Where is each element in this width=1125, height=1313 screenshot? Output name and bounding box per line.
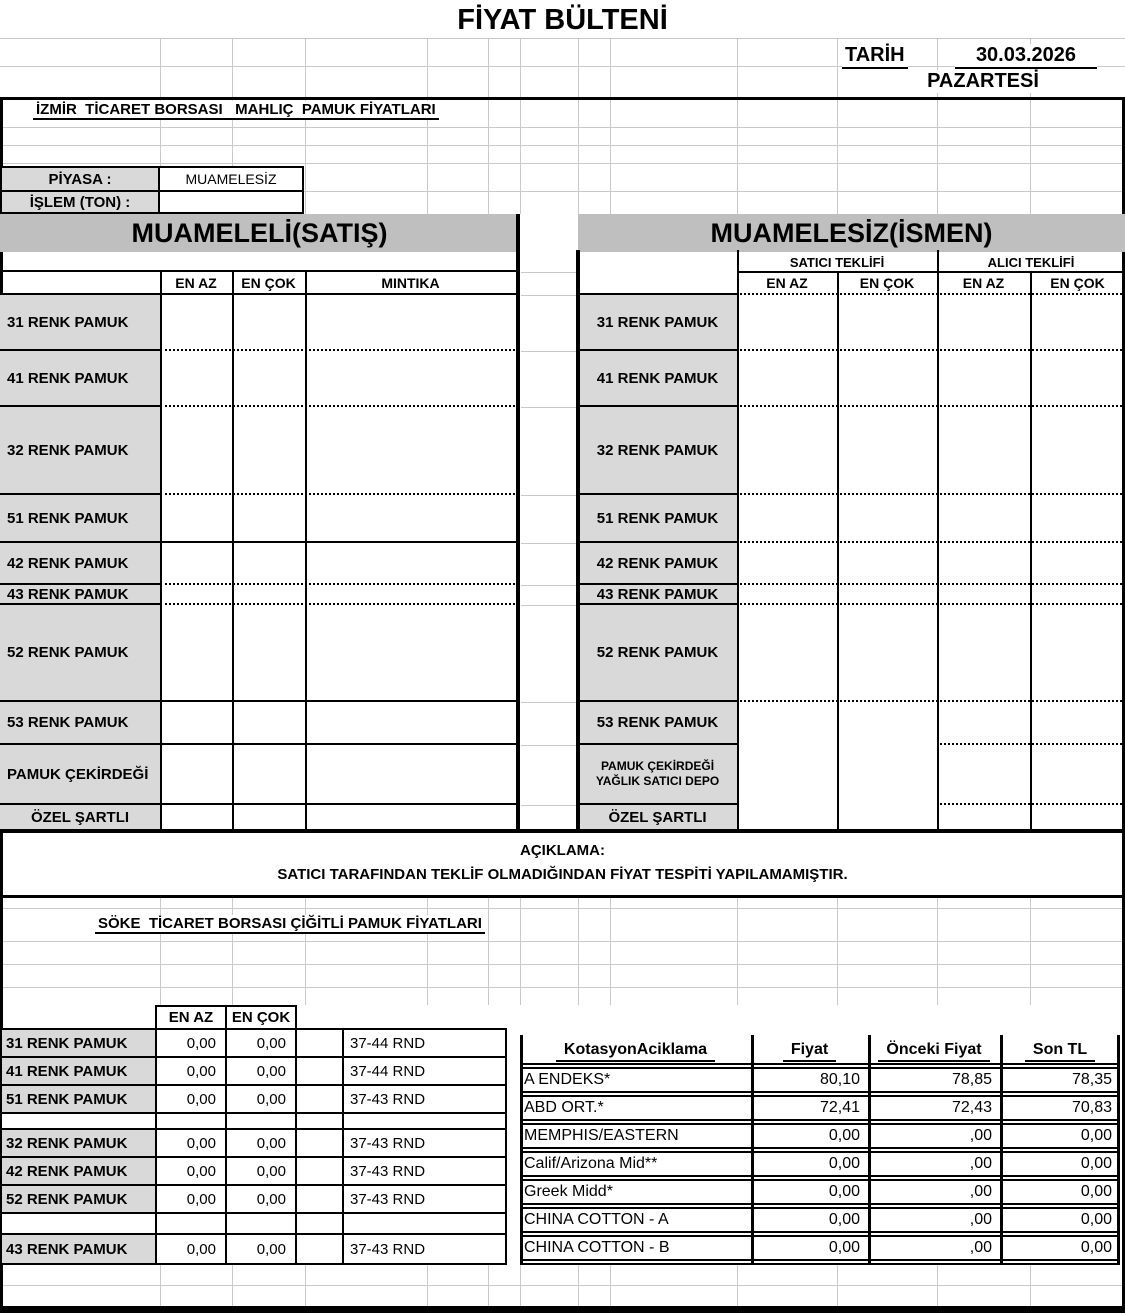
onceki-fiyat-value: ,00 (969, 1239, 992, 1256)
onceki-fiyat-value: ,00 (969, 1211, 992, 1228)
table-border (751, 1035, 754, 1265)
left-col-en-az: EN AZ (175, 274, 217, 291)
row-label: 52 RENK PAMUK (0, 605, 160, 702)
en-az-value: 0,00 (156, 1057, 226, 1085)
table-row (1, 1057, 506, 1085)
en-cok-value (226, 1113, 296, 1129)
row-label (1, 1113, 156, 1129)
row-divider (160, 583, 519, 585)
header-spacer (296, 1006, 343, 1029)
row-divider (737, 603, 1125, 605)
table-border (1030, 271, 1032, 833)
en-az-value (156, 1113, 226, 1129)
right-col-satici-teklifi: SATICI TEKLİFİ (789, 254, 885, 270)
gridline (1030, 100, 1031, 214)
gridline (521, 702, 576, 703)
row-divider (737, 349, 1125, 351)
fiyat-value: 0,00 (828, 1155, 860, 1172)
table-row (520, 1067, 1120, 1093)
gridline (160, 38, 161, 97)
islem-label-cell: İŞLEM (TON) : (0, 190, 160, 214)
gridline (610, 38, 611, 97)
row-label: 43 RENK PAMUK (0, 585, 160, 605)
gridline (488, 38, 489, 97)
fiyat-value: 72,41 (819, 1099, 860, 1116)
row-label: 43 RENK PAMUK (1, 1234, 156, 1264)
en-cok-value: 0,00 (226, 1085, 296, 1113)
en-az-value: 0,00 (156, 1157, 226, 1185)
divider (0, 895, 1125, 898)
date-value: 30.03.2026 (955, 44, 1097, 69)
gridline (521, 495, 576, 496)
row-label-line: YAĞLIK SATICI DEPO (595, 774, 720, 788)
gridline (0, 964, 1125, 965)
soke-col-en-az: EN AZ (156, 1006, 226, 1029)
date-label: TARİH (842, 44, 908, 69)
son-tl-value: 0,00 (1080, 1155, 1112, 1172)
onceki-fiyat-value: ,00 (969, 1127, 992, 1144)
divider (0, 829, 1125, 833)
row-label: 32 RENK PAMUK (1, 1129, 156, 1157)
row-label: ÖZEL ŞARTLI (0, 805, 160, 829)
gridline (521, 745, 576, 746)
en-az-value (156, 1213, 226, 1234)
gridline (521, 407, 576, 408)
table-border (520, 1035, 523, 1265)
right-col-alici-teklifi: ALICI TEKLİFİ (987, 254, 1075, 270)
en-cok-value (226, 1213, 296, 1234)
table-row (1, 1185, 506, 1213)
right-col-alici-en-cok: EN ÇOK (1050, 275, 1105, 291)
gridline (937, 100, 938, 214)
table-row (520, 1151, 1120, 1177)
spacer-cell (296, 1185, 343, 1213)
page-title: FİYAT BÜLTENİ (457, 3, 668, 36)
row-label: 41 RENK PAMUK (0, 351, 160, 407)
row-divider (737, 583, 1125, 585)
row-label: 42 RENK PAMUK (578, 543, 737, 585)
header-spacer (1, 1006, 156, 1029)
gridline (0, 908, 1125, 909)
gridline (578, 898, 579, 1005)
spacer-cell (296, 1113, 343, 1129)
gridline (521, 543, 576, 544)
mintika-value: 37-43 RND (343, 1234, 506, 1264)
muameleli-satis-banner: MUAMELELİ(SATIŞ) (0, 214, 519, 252)
row-label: 51 RENK PAMUK (0, 495, 160, 543)
row-label: 41 RENK PAMUK (1, 1057, 156, 1085)
table-border (576, 250, 580, 833)
gridline (610, 100, 611, 214)
row-divider (160, 405, 519, 407)
en-az-value: 0,00 (156, 1085, 226, 1113)
divider (0, 97, 1125, 100)
column-header-label: Fiyat (783, 1041, 836, 1062)
column-header-label: KotasyonAciklama (556, 1041, 715, 1062)
gridline (610, 898, 611, 1005)
gridline (0, 1285, 1125, 1286)
table-row (1, 1029, 506, 1057)
en-cok-value: 0,00 (226, 1129, 296, 1157)
right-col-alici-en-az: EN AZ (962, 275, 1005, 291)
row-label: 53 RENK PAMUK (0, 702, 160, 745)
gridline (232, 38, 233, 97)
gridline (0, 987, 1125, 988)
en-az-value: 0,00 (156, 1129, 226, 1157)
row-label: PAMUK ÇEKİRDEĞİ (0, 745, 160, 805)
gridline (520, 38, 521, 97)
onceki-fiyat-value: ,00 (969, 1155, 992, 1172)
gridline (737, 898, 738, 1005)
gridline (578, 38, 579, 97)
gridline (0, 127, 1125, 128)
gridline (521, 295, 576, 296)
onceki-fiyat-value: 78,85 (951, 1071, 992, 1088)
row-divider (737, 541, 1125, 543)
table-border (937, 250, 939, 833)
row-label (578, 745, 737, 805)
table-border (868, 1035, 871, 1265)
spacer-cell (296, 1213, 343, 1234)
row-label: 32 RENK PAMUK (578, 407, 737, 495)
gridline (305, 38, 306, 97)
soke-col-en-cok: EN ÇOK (226, 1006, 296, 1029)
muameleli-table-rows (0, 295, 519, 829)
piyasa-label-cell: PİYASA : (0, 166, 160, 192)
row-label: 52 RENK PAMUK (1, 1185, 156, 1213)
gridline (0, 941, 1125, 942)
gridline (520, 898, 521, 1005)
row-divider (160, 743, 519, 745)
table-border (737, 250, 739, 833)
row-label: CHINA COTTON - B (524, 1239, 670, 1256)
fiyat-value: 0,00 (828, 1211, 860, 1228)
gridline (0, 38, 1125, 39)
spacer-cell (296, 1129, 343, 1157)
row-divider (160, 603, 519, 605)
gridline (521, 585, 576, 586)
row-divider (160, 700, 519, 702)
left-col-en-cok: EN ÇOK (241, 274, 296, 291)
fiyat-value: 0,00 (828, 1183, 860, 1200)
mintika-value: 37-43 RND (343, 1085, 506, 1113)
row-label: 43 RENK PAMUK (578, 585, 737, 605)
mintika-value: 37-43 RND (343, 1185, 506, 1213)
en-cok-value: 0,00 (226, 1157, 296, 1185)
right-col-satici-en-az: EN AZ (766, 275, 808, 291)
spacer-cell (296, 1085, 343, 1113)
row-label: 31 RENK PAMUK (1, 1029, 156, 1057)
table-row (520, 1095, 1120, 1121)
son-tl-value: 70,83 (1071, 1099, 1112, 1116)
table-row (1, 1157, 506, 1185)
spacer-cell (296, 1057, 343, 1085)
spacer-cell (296, 1234, 343, 1264)
table-border (837, 271, 839, 833)
row-label: 31 RENK PAMUK (0, 295, 160, 351)
gridline (737, 100, 738, 214)
en-cok-value: 0,00 (226, 1057, 296, 1085)
table-border (516, 214, 520, 833)
muamelesiz-ismen-banner: MUAMELESİZ(İSMEN) (578, 214, 1125, 252)
son-tl-value: 0,00 (1080, 1239, 1112, 1256)
table-row (1, 1234, 506, 1264)
soke-price-table (0, 1005, 507, 1265)
mintika-value: 37-44 RND (343, 1057, 506, 1085)
fiyat-value: 80,10 (819, 1071, 860, 1088)
row-divider (160, 349, 519, 351)
onceki-fiyat-value: 72,43 (951, 1099, 992, 1116)
mintika-value (343, 1113, 506, 1129)
row-label: 52 RENK PAMUK (578, 605, 737, 702)
row-label: 42 RENK PAMUK (0, 543, 160, 585)
row-divider (737, 700, 1125, 702)
gridline (0, 145, 1125, 146)
gridline (0, 163, 1125, 164)
en-cok-value: 0,00 (226, 1029, 296, 1057)
row-label-line: PAMUK ÇEKİRDEĞİ (600, 759, 715, 773)
row-label: 41 RENK PAMUK (578, 351, 737, 407)
table-border (305, 272, 307, 829)
table-border (232, 272, 234, 829)
day-label: PAZARTESİ (908, 70, 1058, 93)
left-col-mintika: MINTIKA (381, 274, 440, 291)
kotasyon-table (520, 1035, 1120, 1265)
row-label: 31 RENK PAMUK (578, 295, 737, 351)
mintika-value (343, 1213, 506, 1234)
en-cok-value: 0,00 (226, 1234, 296, 1264)
son-tl-value: 0,00 (1080, 1183, 1112, 1200)
fiyat-value: 0,00 (828, 1239, 860, 1256)
mintika-value: 37-43 RND (343, 1157, 506, 1185)
gridline (520, 100, 521, 214)
table-row (520, 1207, 1120, 1233)
row-divider (160, 541, 519, 543)
gridline (937, 898, 938, 1005)
column-header-label: Son TL (1025, 1041, 1095, 1062)
gridline (521, 805, 576, 806)
kotasyon-col-aciklama (520, 1035, 751, 1063)
spacer-cell (296, 1029, 343, 1057)
islem-value-cell (158, 190, 304, 214)
row-divider (160, 493, 519, 495)
table-row (520, 1123, 1120, 1149)
row-label: A ENDEKS* (524, 1071, 611, 1088)
onceki-fiyat-value: ,00 (969, 1183, 992, 1200)
right-col-satici-en-cok: EN ÇOK (859, 275, 915, 291)
son-tl-value: 0,00 (1080, 1211, 1112, 1228)
row-label (1, 1213, 156, 1234)
kotasyon-col-son-tl (1000, 1035, 1120, 1063)
row-label: 32 RENK PAMUK (0, 407, 160, 495)
spacer-cell (296, 1157, 343, 1185)
gridline (737, 38, 738, 97)
table-row (1, 1085, 506, 1113)
table-border (1000, 1035, 1003, 1265)
divider (0, 1306, 1125, 1313)
table-row (1, 1213, 506, 1234)
column-header-label: Önceki Fiyat (878, 1041, 989, 1062)
en-az-value: 0,00 (156, 1185, 226, 1213)
kotasyon-col-fiyat (751, 1035, 868, 1063)
row-divider (737, 405, 1125, 407)
row-label: 42 RENK PAMUK (1, 1157, 156, 1185)
son-tl-value: 0,00 (1080, 1127, 1112, 1144)
gridline (521, 351, 576, 352)
row-label: 51 RENK PAMUK (578, 495, 737, 543)
izmir-section-title: İZMİR TİCARET BORSASI MAHLIÇ PAMUK FİYATLARI (33, 101, 439, 120)
row-divider (737, 493, 1125, 495)
gridline (488, 100, 489, 214)
row-label: 53 RENK PAMUK (578, 702, 737, 745)
table-row (520, 1235, 1120, 1261)
table-border (160, 272, 162, 829)
kotasyon-header-row (520, 1035, 1120, 1065)
table-row (1, 1113, 506, 1129)
soke-section-title: SÖKE TİCARET BORSASI ÇİĞİTLİ PAMUK FİYATLARI (95, 915, 485, 934)
en-cok-value: 0,00 (226, 1185, 296, 1213)
aciklama-text: SATICI TARAFINDAN TEKLİF OLMADIĞINDAN FİYAT TESPİTİ YAPILAMAMIŞTIR. (277, 865, 848, 883)
en-az-value: 0,00 (156, 1029, 226, 1057)
row-label: Calif/Arizona Mid** (524, 1155, 658, 1172)
gridline (427, 38, 428, 97)
aciklama-title: AÇIKLAMA: (520, 841, 605, 859)
kotasyon-col-onceki-fiyat (868, 1035, 1000, 1063)
mintika-value: 37-43 RND (343, 1129, 506, 1157)
muamelesiz-table-rows (578, 295, 1125, 829)
en-az-value: 0,00 (156, 1234, 226, 1264)
gridline (578, 100, 579, 214)
header-spacer (343, 1006, 506, 1029)
gridline (521, 272, 576, 273)
row-label: MEMPHIS/EASTERN (524, 1127, 679, 1144)
table-bottom-border (520, 1263, 1120, 1265)
gridline (488, 898, 489, 1005)
gridline (837, 898, 838, 1005)
mintika-value: 37-44 RND (343, 1029, 506, 1057)
row-label: CHINA COTTON - A (524, 1211, 669, 1228)
row-divider (160, 803, 519, 805)
gridline (837, 38, 838, 97)
row-label: ABD ORT.* (524, 1099, 604, 1116)
table-border (1117, 1035, 1120, 1265)
row-label: 51 RENK PAMUK (1, 1085, 156, 1113)
table-row (1, 1129, 506, 1157)
gridline (521, 605, 576, 606)
gridline (1030, 898, 1031, 1005)
son-tl-value: 78,35 (1071, 1071, 1112, 1088)
table-row (520, 1179, 1120, 1205)
row-label: ÖZEL ŞARTLI (578, 805, 737, 829)
piyasa-value-cell: MUAMELESİZ (158, 166, 304, 192)
gridline (837, 100, 838, 214)
fiyat-value: 0,00 (828, 1127, 860, 1144)
row-label: Greek Midd* (524, 1183, 613, 1200)
